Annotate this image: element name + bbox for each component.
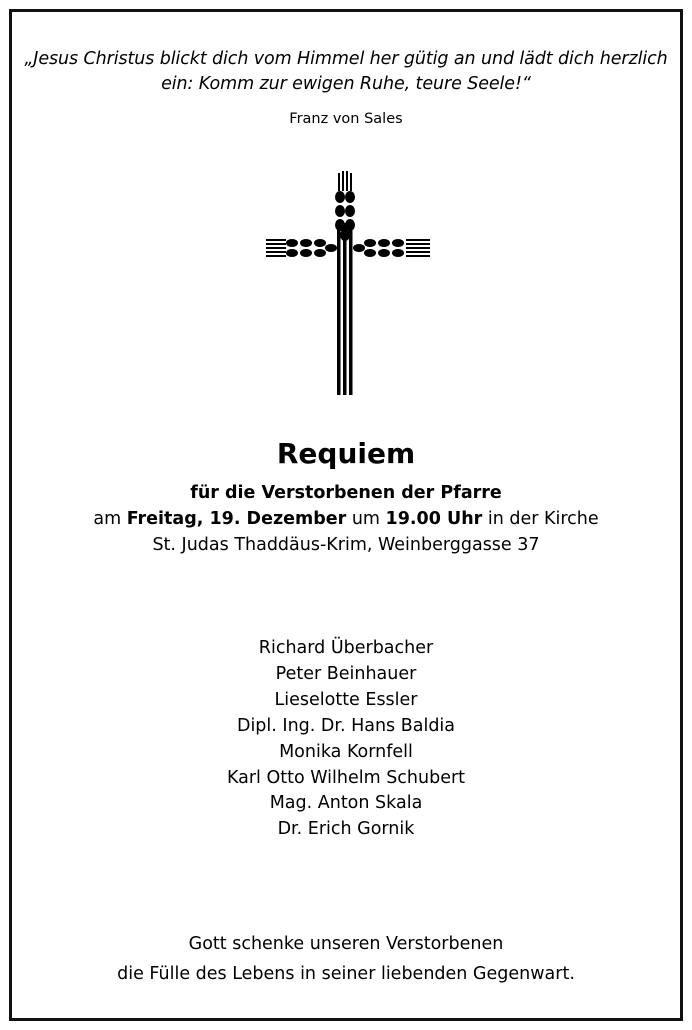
list-item: Monika Kornfell <box>279 741 413 762</box>
date-day: Freitag, 19. Dezember <box>126 509 347 529</box>
names-list <box>0 636 692 843</box>
closing-line-1: Gott schenke unseren Verstorbenen <box>188 934 504 954</box>
place: St. Judas Thaddäus-Krim, Weinberggasse 37 <box>152 535 540 555</box>
wheat-cross-icon <box>258 168 438 398</box>
date-time: 19.00 Uhr <box>385 509 483 529</box>
date-mid: um <box>346 509 386 529</box>
list-item: Richard Überbacher <box>258 638 434 658</box>
date-line <box>0 509 692 529</box>
list-item: Lieselotte Essler <box>274 689 418 710</box>
quote-author: Franz von Sales <box>289 111 403 127</box>
list-item: Karl Otto Wilhelm Schubert <box>226 767 466 788</box>
quote-line-2: ein: Komm zur ewigen Ruhe, teure Seele!“ <box>161 74 531 94</box>
list-item: Dr. Erich Gornik <box>277 819 415 840</box>
closing-line-2: die Fülle des Lebens in seiner liebenden Gegenwart. <box>117 964 575 984</box>
date-post: in der Kirche <box>482 509 599 529</box>
subtitle: für die Verstorbenen der Pfarre <box>190 483 502 503</box>
closing <box>0 929 692 989</box>
list-item: Dipl. Ing. Dr. Hans Baldia <box>236 715 456 736</box>
date-pre: am <box>93 509 127 529</box>
page-title: Requiem <box>276 437 416 470</box>
quote-line-1: „Jesus Christus blickt dich vom Himmel her gütig an und lädt dich herzlich <box>24 49 668 69</box>
quote <box>0 47 692 97</box>
list-item: Mag. Anton Skala <box>269 793 423 814</box>
list-item: Peter Beinhauer <box>275 663 417 684</box>
